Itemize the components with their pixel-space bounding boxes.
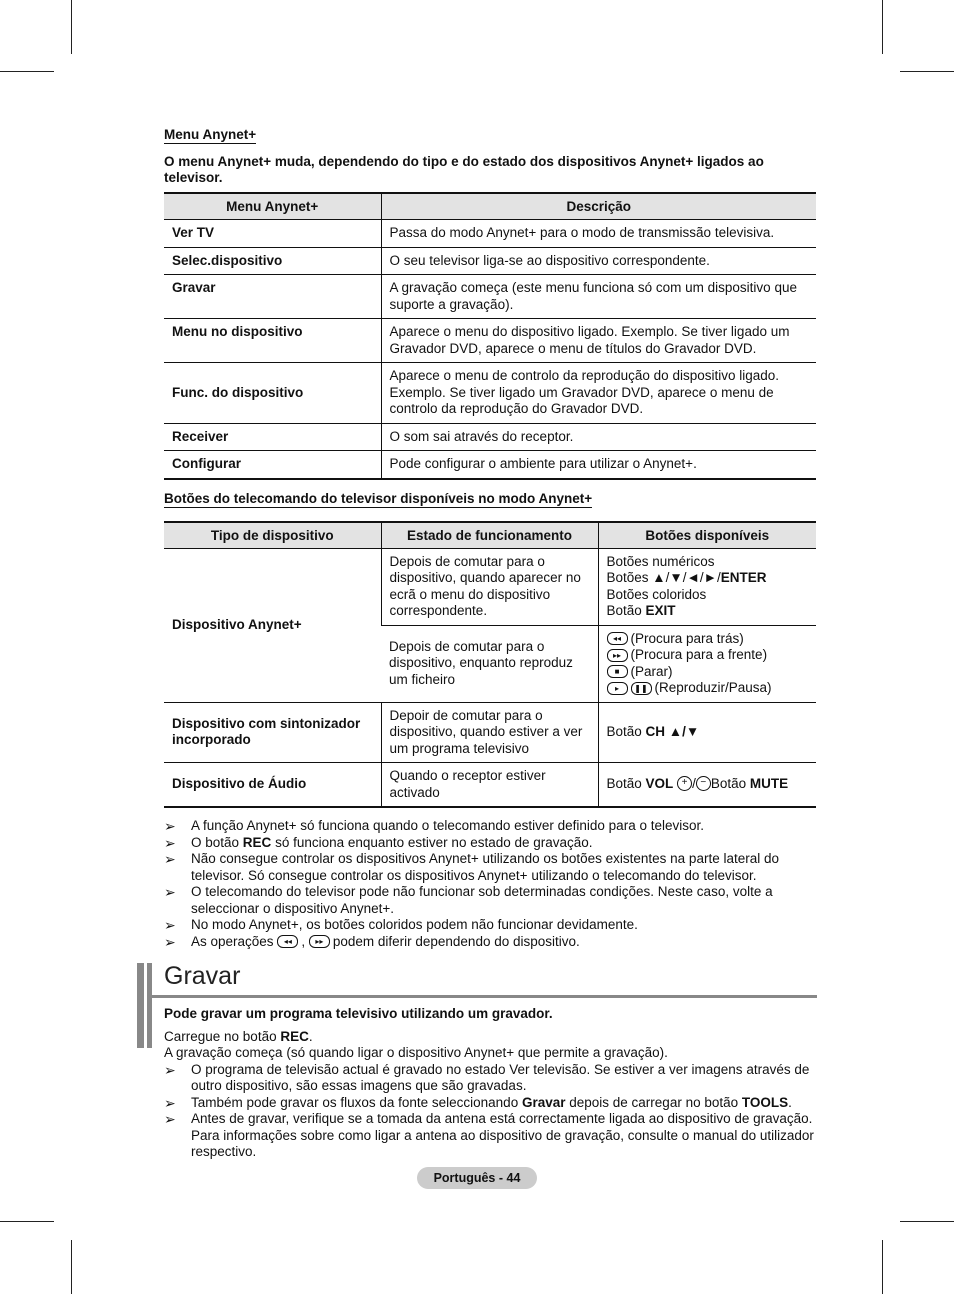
pause-icon: ❚❚ (631, 682, 652, 695)
device-type: Dispositivo Anynet+ (164, 548, 381, 702)
table-row (164, 220, 816, 248)
section-heading-menu: Menu Anynet+ (164, 127, 257, 142)
crop-mark (882, 1240, 883, 1294)
available-buttons (598, 548, 816, 625)
rewind-icon: ◂◂ (607, 632, 628, 645)
gravar-line: Carregue no botão REC. (164, 1028, 313, 1044)
device-state: Depois de comutar para o dispositivo, enquanto reproduz um ficheiro (381, 625, 598, 702)
buttons-table (164, 521, 816, 809)
column-header: Descrição (381, 193, 816, 220)
column-header: Estado de funcionamento (381, 522, 598, 549)
stop-icon: ■ (607, 665, 628, 678)
button-text: Botão EXIT (606, 603, 676, 618)
gravar-section (164, 1006, 816, 1161)
crop-mark (900, 1221, 954, 1222)
crop-mark (0, 1221, 54, 1222)
menu-item-name: Gravar (164, 275, 381, 319)
table-row (164, 319, 816, 363)
button-text: (Procura para a frente) (630, 647, 768, 662)
note-arrow-icon: ➢ (164, 818, 176, 834)
crop-mark (882, 0, 883, 54)
available-buttons: Botão CH ▲/▼ (598, 702, 816, 763)
note-item: ➢ No modo Anynet+, os botões coloridos podem não funcionar devidamente. (164, 917, 638, 933)
note-arrow-icon: ➢ (164, 1061, 176, 1078)
button-text: Botões numéricos (606, 553, 715, 569)
menu-item-desc: O som sai através do receptor. (381, 423, 816, 451)
button-text: (Parar) (630, 663, 673, 679)
table-row (164, 763, 816, 808)
gravar-subtitle: Pode gravar um programa televisivo utilizando um gravador. (164, 1006, 553, 1021)
note-arrow-icon: ➢ (164, 1111, 176, 1127)
menu-item-desc: A gravação começa (este menu funciona só com um dispositivo que suporte a gravação). (381, 275, 816, 319)
note-item: ➢ Não consegue controlar os dispositivos Anynet+ utilizando os botões existentes na parte lateral do televisor. Só consegue controlar os dispositivos Anynet+ utilizando o telecomando do televisor. (164, 851, 779, 883)
button-text: Botões coloridos (606, 586, 707, 602)
anynet-menu-table (164, 192, 816, 480)
table-row (164, 423, 816, 451)
button-text: (Procura para trás) (630, 630, 744, 646)
column-header: Botões disponíveis (598, 522, 816, 549)
column-header: Tipo de dispositivo (164, 522, 381, 549)
table-row (164, 363, 816, 424)
menu-item-name: Receiver (164, 423, 381, 451)
section-bar (147, 963, 152, 1048)
available-buttons (598, 625, 816, 702)
note-item: ➢ A função Anynet+ só funciona quando o telecomando estiver definido para o televisor. (164, 818, 704, 834)
note-arrow-icon: ➢ (164, 933, 176, 950)
page-title: Gravar (164, 962, 241, 990)
table-row (164, 451, 816, 479)
menu-item-desc: Aparece o menu de controlo da reprodução do dispositivo ligado. Exemplo. Se tiver ligado um Gravador DVD, aparece o menu de controlo da reprodução do Gravador DVD. (381, 363, 816, 424)
section-intro: O menu Anynet+ muda, dependendo do tipo e do estado dos dispositivos Anynet+ ligados ao televisor. (164, 154, 764, 185)
menu-item-desc: Passa do modo Anynet+ para o modo de transmissão televisiva. (381, 220, 816, 248)
page-number: Português - 44 (417, 1167, 537, 1189)
table-row (164, 548, 816, 625)
notes-list (164, 818, 816, 950)
menu-item-name: Configurar (164, 451, 381, 479)
rewind-icon: ◂◂ (277, 935, 298, 948)
device-state: Quando o receptor estiver activado (381, 763, 598, 808)
crop-mark (900, 71, 954, 72)
crop-mark (71, 1240, 72, 1294)
section-heading-buttons: Botões do telecomando do televisor disponíveis no modo Anynet+ (164, 490, 593, 506)
device-state: Depois de comutar para o dispositivo, quando aparecer no ecrã o menu do dispositivo correspondente. (381, 548, 598, 625)
device-type: Dispositivo de Áudio (164, 763, 381, 808)
table-row (164, 247, 816, 275)
volume-up-icon: + (677, 776, 692, 791)
note-arrow-icon: ➢ (164, 834, 176, 851)
page-content (164, 126, 816, 950)
menu-item-name: Func. do dispositivo (164, 363, 381, 424)
column-header: Menu Anynet+ (164, 193, 381, 220)
menu-item-desc: Pode configurar o ambiente para utilizar o Anynet+. (381, 451, 816, 479)
note-item: ➢ O programa de televisão actual é gravado no estado Ver televisão. Se estiver a ver imagens através de outro dispositivo, são essas imagens que são gravadas. (164, 1061, 810, 1093)
menu-item-desc: Aparece o menu do dispositivo ligado. Exemplo. Se tiver ligado um Gravador DVD, aparece o menu de títulos do Gravador DVD. (381, 319, 816, 363)
note-item: ➢ O telecomando do televisor pode não funcionar sob determinadas condições. Neste caso, volte a seleccionar o dispositivo Anynet+. (164, 884, 773, 916)
note-item: ➢ Também pode gravar os fluxos da fonte seleccionando Gravar depois de carregar no botão TOOLS. (164, 1094, 792, 1111)
device-type: Dispositivo com sintonizador incorporado (164, 702, 381, 763)
note-item: ➢ O botão REC só funciona enquanto estiver no estado de gravação. (164, 834, 593, 851)
fast-forward-icon: ▸▸ (607, 649, 628, 662)
menu-item-name: Selec.dispositivo (164, 247, 381, 275)
note-arrow-icon: ➢ (164, 884, 176, 900)
note-arrow-icon: ➢ (164, 917, 176, 933)
volume-down-icon: − (696, 776, 711, 791)
crop-mark (71, 0, 72, 54)
device-state: Depoir de comutar para o dispositivo, quando estiver a ver um programa televisivo (381, 702, 598, 763)
note-item: ➢ As operações ◂◂ , ▸▸ podem diferir dependendo do dispositivo. (164, 933, 580, 950)
crop-mark (0, 71, 54, 72)
menu-item-desc: O seu televisor liga-se ao dispositivo correspondente. (381, 247, 816, 275)
button-text: Botões ▲/▼/◄/►/ENTER (606, 570, 767, 585)
gravar-line: A gravação começa (só quando ligar o dispositivo Anynet+ que permite a gravação). (164, 1045, 668, 1060)
note-item: ➢ Antes de gravar, verifique se a tomada da antena está correctamente ligada ao dispositivo de gravação. Para informações sobre como ligar a antena ao dispositivo de gravação, consulte o manual do utilizador respectivo. (164, 1111, 814, 1159)
title-rule (152, 995, 817, 998)
note-arrow-icon: ➢ (164, 851, 176, 867)
note-arrow-icon: ➢ (164, 1094, 176, 1111)
button-text: (Reproduzir/Pausa) (654, 680, 772, 695)
table-row (164, 275, 816, 319)
table-row (164, 702, 816, 763)
section-bar (137, 963, 144, 1048)
available-buttons: Botão VOL + / − Botão MUTE (598, 763, 816, 808)
menu-item-name: Menu no dispositivo (164, 319, 381, 363)
play-icon: ▸ (607, 682, 628, 695)
menu-item-name: Ver TV (164, 220, 381, 248)
fast-forward-icon: ▸▸ (309, 935, 330, 948)
